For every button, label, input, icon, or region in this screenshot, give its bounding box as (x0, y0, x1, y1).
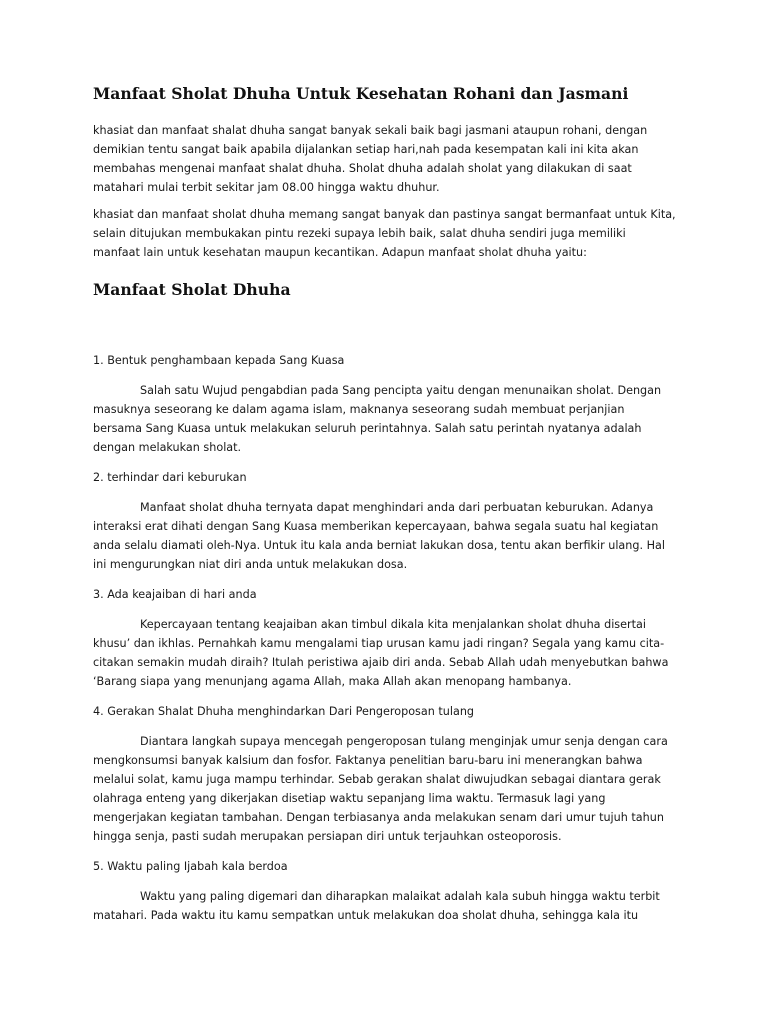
intro-paragraph-1: khasiat dan manfaat shalat dhuha sangat banyak sekali baik bagi jasmani ataupun rohani, dengan demikian tentu sangat baik apabila dijalankan setiap hari,nah pada kesempatan kali ini kita akan membahas mengenai manfaat shalat dhuha. Sholat dhuha adalah sholat yang dilakukan di saat matahari mulai terbit sekitar jam 08.00 hingga waktu dhuhur. (93, 124, 648, 194)
section-title: Manfaat Sholat Dhuha (93, 280, 291, 299)
item-heading-3: 3. Ada keajaiban di hari anda (93, 588, 257, 601)
item-heading-1: 1. Bentuk penghambaan kepada Sang Kuasa (93, 354, 345, 367)
item-body-2: Manfaat sholat dhuha ternyata dapat menghindari anda dari perbuatan keburukan. Adanya interaksi erat dihati dengan Sang Kuasa memberikan kepercayaan, bahwa segala suatu hal kegiatan anda selalu diamati oleh-Nya. Untuk itu kala anda berniat lakukan dosa, tentu akan berfikir ulang. Hal ini mengurungkan niat diri anda untuk melakukan dosa. (93, 501, 665, 571)
item-heading-2: 2. terhindar dari keburukan (93, 471, 247, 484)
item-heading-5: 5. Waktu paling Ijabah kala berdoa (93, 860, 288, 873)
intro-paragraph-2: khasiat dan manfaat sholat dhuha memang sangat banyak dan pastinya sangat bermanfaat untuk Kita, selain ditujukan membukakan pintu rezeki supaya lebih baik, salat dhuha sendiri juga memiliki manfaat lain untuk kesehatan maupun kecantikan. Adapun manfaat sholat dhuha yaitu: (93, 208, 676, 259)
item-body-3: Kepercayaan tentang keajaiban akan timbul dikala kita menjalankan sholat dhuha disertai khusu’ dan ikhlas. Pernahkah kamu mengalami tiap urusan kamu jadi ringan? Segala yang kamu cita-citakan semakin mudah diraih? Itulah peristiwa ajaib diri anda. Sebab Allah udah menyebutkan bahwa ‘Barang siapa yang menunjang agama Allah, maka Allah akan menopang hambanya. (93, 618, 669, 688)
item-body-5: Waktu yang paling digemari dan diharapkan malaikat adalah kala subuh hingga waktu terbit matahari. Pada waktu itu kamu sempatkan untuk melakukan doa sholat dhuha, sehingga kala itu (93, 890, 660, 922)
item-body-4: Diantara langkah supaya mencegah pengeroposan tulang menginjak umur senja dengan cara mengkonsumsi banyak kalsium dan fosfor. Faktanya penelitian baru-baru ini menerangkan bahwa melalui solat, kamu juga mampu terhindar. Sebab gerakan shalat diwujudkan sebagai diantara gerak olahraga enteng yang dikerjakan disetiap waktu sepanjang lima waktu. Termasuk lagi yang mengerjakan kegiatan tambahan. Dengan terbiasanya anda melakukan senam dari umur tujuh tahun hingga senja, pasti sudah merupakan persiapan diri untuk terjauhkan osteoporosis. (93, 735, 668, 843)
item-heading-4: 4. Gerakan Shalat Dhuha menghindarkan Dari Pengeroposan tulang (93, 705, 475, 718)
item-body-1: Salah satu Wujud pengabdian pada Sang pencipta yaitu dengan menunaikan sholat. Dengan masuknya seseorang ke dalam agama islam, maknanya seseorang sudah membuat perjanjian bersama Sang Kuasa untuk melakukan seluruh perintahnya. Salah satu perintah nyatanya adalah dengan melakukan sholat. (93, 384, 662, 454)
document-title: Manfaat Sholat Dhuha Untuk Kesehatan Rohani dan Jasmani (93, 84, 629, 103)
